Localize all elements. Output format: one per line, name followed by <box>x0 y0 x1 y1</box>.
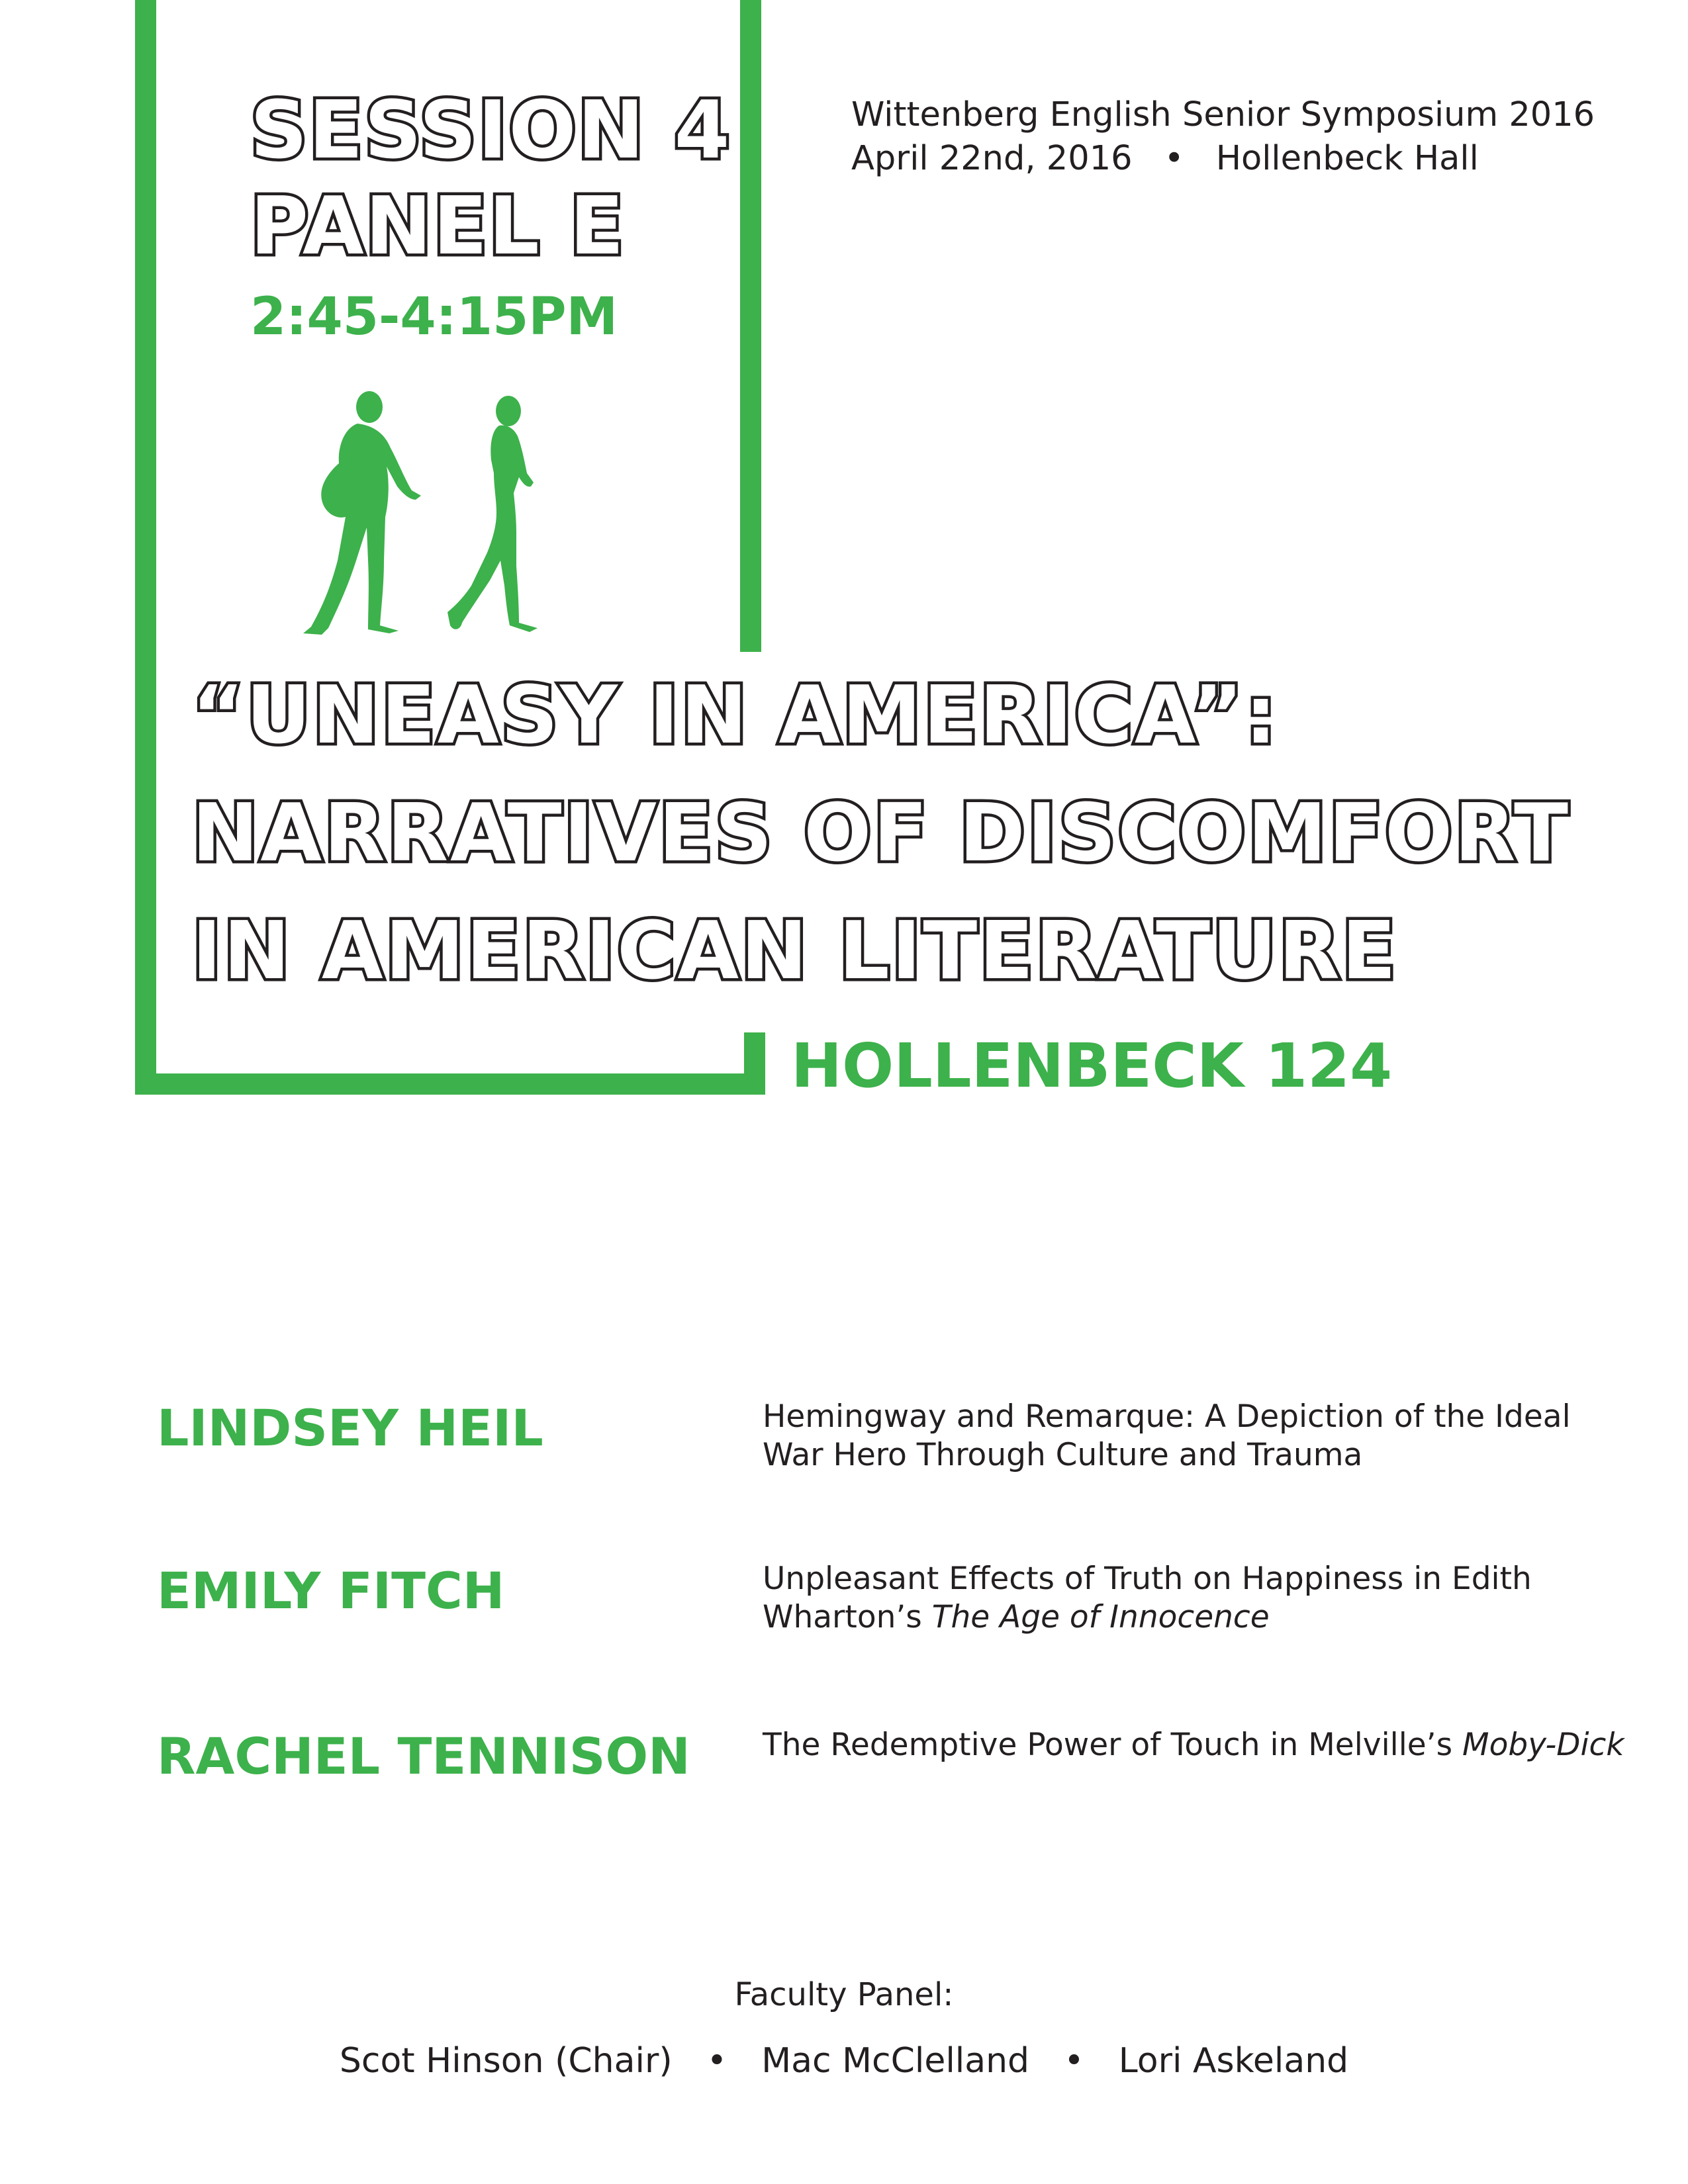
paper-title-3-book-title: Moby-Dick <box>1462 1727 1624 1763</box>
event-date: April 22nd, 2016 <box>851 139 1133 178</box>
session-time: 2:45-4:15PM <box>250 287 618 347</box>
paper-title-1-line-2: War Hero Through Culture and Trauma <box>763 1437 1363 1473</box>
faculty-panel-label: Faculty Panel: <box>734 1976 954 2013</box>
paper-title-1 <box>763 1398 1623 1475</box>
paper-title-3-line-1 <box>763 1726 1623 1764</box>
faculty-members <box>0 2041 1688 2081</box>
paper-title-2 <box>763 1560 1623 1637</box>
faculty-separator-2: • <box>1064 2041 1084 2081</box>
paper-title-2-line-1: Unpleasant Effects of Truth on Happiness in Edith <box>763 1561 1532 1597</box>
panel-label: PANEL E <box>250 181 626 273</box>
panel-title-line-1: “UNEASY IN AMERICA”: <box>192 670 1279 762</box>
event-venue: Hollenbeck Hall <box>1215 139 1479 178</box>
frame-bottom-bar <box>135 1073 765 1095</box>
bullet-separator: • <box>1164 139 1184 178</box>
session-label: SESSION 4 <box>250 85 731 177</box>
panel-title-line-3: IN AMERICAN LITERATURE <box>192 905 1398 997</box>
walking-couple-silhouette-icon <box>298 387 563 639</box>
faculty-member-1: Scot Hinson (Chair) <box>339 2041 673 2081</box>
paper-title-1-line-1: Hemingway and Remarque: A Depiction of the Ideal <box>763 1398 1571 1435</box>
presenter-name-2: EMILY FITCH <box>157 1561 505 1620</box>
faculty-member-3: Lori Askeland <box>1118 2041 1349 2081</box>
faculty-member-2: Mac McClelland <box>761 2041 1030 2081</box>
paper-title-3-line-1-prefix: The Redemptive Power of Touch in Melville’s <box>763 1727 1463 1763</box>
frame-left-bar <box>135 0 156 1093</box>
paper-title-2-line-2-prefix: Wharton’s <box>763 1599 932 1635</box>
event-date-venue <box>851 139 1479 178</box>
paper-title-3 <box>763 1726 1623 1764</box>
presenter-name-3: RACHEL TENNISON <box>157 1727 690 1786</box>
faculty-separator-1: • <box>706 2041 727 2081</box>
presenter-name-1: LINDSEY HEIL <box>157 1398 543 1457</box>
frame-bottom-tick <box>744 1032 765 1095</box>
room-label: HOLLENBECK 124 <box>791 1030 1393 1101</box>
panel-title-line-2: NARRATIVES OF DISCOMFORT <box>192 788 1570 880</box>
paper-title-2-line-2 <box>763 1598 1623 1637</box>
event-name: Wittenberg English Senior Symposium 2016 <box>851 95 1595 134</box>
frame-right-bar <box>740 0 761 652</box>
paper-title-2-book-title: The Age of Innocence <box>931 1599 1270 1635</box>
